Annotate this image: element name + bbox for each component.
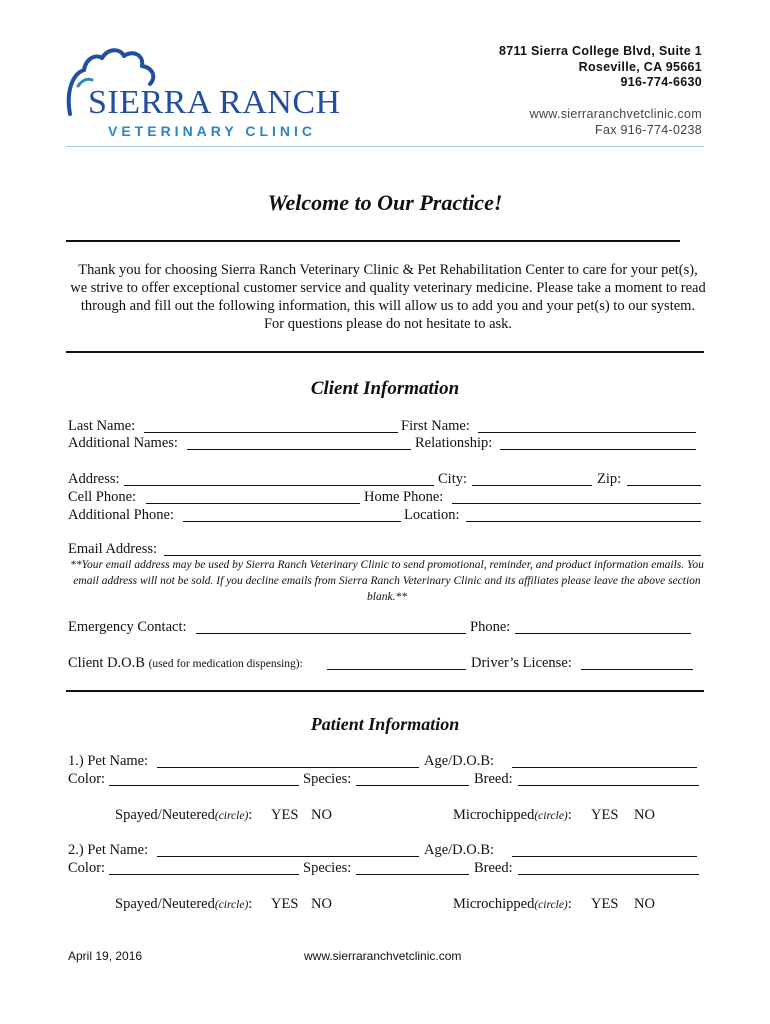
pet-1-microchip-text: Microchipped (453, 807, 535, 823)
pet-2-color-field[interactable] (109, 874, 299, 875)
zip-label: Zip: (597, 471, 622, 487)
additional-names-label: Additional Names: (68, 435, 178, 451)
location-field[interactable] (466, 521, 701, 522)
last-name-label: Last Name: (68, 418, 136, 434)
home-phone-label: Home Phone: (364, 489, 444, 505)
drivers-license-field[interactable] (581, 669, 693, 670)
pet-2-spayed-colon: : (248, 896, 253, 912)
pet-2-spayed-no[interactable]: NO (311, 896, 332, 912)
pet-1-spayed-label (115, 807, 252, 824)
pet-1-name-field[interactable] (157, 767, 419, 768)
pet-2-spayed-label (115, 896, 252, 913)
section-divider (66, 351, 704, 353)
clinic-website: www.sierraranchvetclinic.com (529, 107, 702, 121)
pet-2-name-label: 2.) Pet Name: (68, 842, 149, 858)
pet-1-microchip-no[interactable]: NO (634, 807, 655, 823)
logo-subtitle: VETERINARY CLINIC (108, 123, 317, 139)
emergency-contact-label: Emergency Contact: (68, 619, 187, 635)
emergency-contact-field[interactable] (196, 633, 466, 634)
section-divider (66, 690, 704, 692)
pet-1-breed-field[interactable] (518, 785, 699, 786)
address-field[interactable] (124, 485, 434, 486)
pet-2-microchip-yes[interactable]: YES (591, 896, 619, 912)
pet-1-species-field[interactable] (356, 785, 469, 786)
email-disclaimer: **Your email address may be used by Sierra Ranch Veterinary Clinic to send promotional, reminder, and product information emails. You email address will not be sold. If you decline emails from Sierra Ranch Veterinary Clinic and its affiliates please leave the above section blank.** (70, 559, 704, 603)
pet-1-microchip-colon: : (567, 807, 572, 823)
pet-2-microchip-label (453, 896, 572, 913)
pet-2-name-field[interactable] (157, 856, 419, 857)
dob-label-text: Client D.O.B (68, 655, 145, 671)
pet-2-spayed-yes[interactable]: YES (271, 896, 299, 912)
home-phone-field[interactable] (452, 503, 701, 504)
pet-1-color-field[interactable] (109, 785, 299, 786)
pet-1-color-label: Color: (68, 771, 106, 787)
header-divider (66, 146, 704, 147)
footer-website[interactable]: www.sierraranchvetclinic.com (304, 949, 462, 963)
pet-2-microchip-text: Microchipped (453, 896, 535, 912)
email-field[interactable] (164, 555, 701, 556)
pet-1-microchip-yes[interactable]: YES (591, 807, 619, 823)
client-section-title: Client Information (310, 378, 460, 399)
pet-1-microchip-circle: (circle) (534, 810, 568, 822)
cell-phone-field[interactable] (146, 503, 360, 504)
city-field[interactable] (472, 485, 592, 486)
welcome-title: Welcome to Our Practice! (267, 190, 503, 215)
clinic-contact (499, 44, 702, 91)
pet-2-age-label: Age/D.O.B: (424, 842, 495, 858)
pet-1-species-label: Species: (303, 771, 352, 787)
intro-text: Thank you for choosing Sierra Ranch Veterinary Clinic & Pet Rehabilitation Center to care for your pet(s), we strive to offer exceptional customer service and quality veterinary medicine. Please take a moment to read through and fill out the following information, this will allow us to add you and your pet(s) to our system. For questions please do not hesitate to ask. (70, 262, 706, 332)
pet-2-species-field[interactable] (356, 874, 469, 875)
dob-field[interactable] (327, 669, 466, 670)
pet-1-breed-label: Breed: (474, 771, 513, 787)
pet-2-breed-label: Breed: (474, 860, 513, 876)
patient-section-title: Patient Information (310, 714, 460, 734)
pet-1-spayed-yes[interactable]: YES (271, 807, 299, 823)
pet-2-species-label: Species: (303, 860, 352, 876)
email-label: Email Address: (68, 541, 158, 557)
address-label: Address: (68, 471, 120, 487)
first-name-field[interactable] (478, 432, 696, 433)
clinic-fax: Fax 916-774-0238 (595, 122, 702, 137)
last-name-field[interactable] (144, 432, 398, 433)
welcome-divider (66, 240, 680, 242)
pet-1-spayed-text: Spayed/Neutered (115, 807, 215, 823)
pet-2-color-label: Color: (68, 860, 106, 876)
city-label: City: (438, 471, 468, 487)
pet-1-spayed-circle: (circle) (214, 810, 249, 822)
drivers-license-label: Driver’s License: (471, 655, 572, 671)
first-name-label: First Name: (401, 418, 470, 434)
cell-phone-label: Cell Phone: (68, 489, 137, 505)
pet-2-spayed-circle: (circle) (214, 899, 249, 911)
pet-2-microchip-colon: : (567, 896, 572, 912)
pet-2-microchip-circle: (circle) (534, 899, 568, 911)
relationship-label: Relationship: (415, 435, 493, 451)
pet-1-age-label: Age/D.O.B: (424, 753, 495, 769)
address-line-1: 8711 Sierra College Blvd, Suite 1 (498, 44, 702, 58)
relationship-field[interactable] (500, 449, 696, 450)
emergency-phone-label: Phone: (470, 619, 511, 635)
dob-note: (used for medication dispensing): (148, 658, 303, 670)
logo-title: SIERRA RANCH (88, 84, 341, 121)
emergency-phone-field[interactable] (515, 633, 691, 634)
pet-1-microchip-label (453, 807, 572, 824)
dob-label (68, 655, 303, 672)
footer-date: April 19, 2016 (68, 949, 143, 963)
location-label: Location: (404, 507, 460, 523)
pet-2-spayed-text: Spayed/Neutered (115, 896, 215, 912)
additional-phone-field[interactable] (183, 521, 401, 522)
clinic-web-fax (530, 107, 702, 138)
zip-field[interactable] (627, 485, 701, 486)
clinic-phone: 916-774-6630 (620, 75, 702, 89)
address-line-2: Roseville, CA 95661 (578, 59, 702, 74)
additional-phone-label: Additional Phone: (68, 507, 174, 523)
pet-2-microchip-no[interactable]: NO (634, 896, 655, 912)
pet-1-age-field[interactable] (512, 767, 697, 768)
pet-1-spayed-colon: : (248, 807, 253, 823)
pet-1-spayed-no[interactable]: NO (311, 807, 332, 823)
additional-names-field[interactable] (187, 449, 411, 450)
pet-2-age-field[interactable] (512, 856, 697, 857)
pet-1-name-label: 1.) Pet Name: (68, 753, 149, 769)
pet-2-breed-field[interactable] (518, 874, 699, 875)
